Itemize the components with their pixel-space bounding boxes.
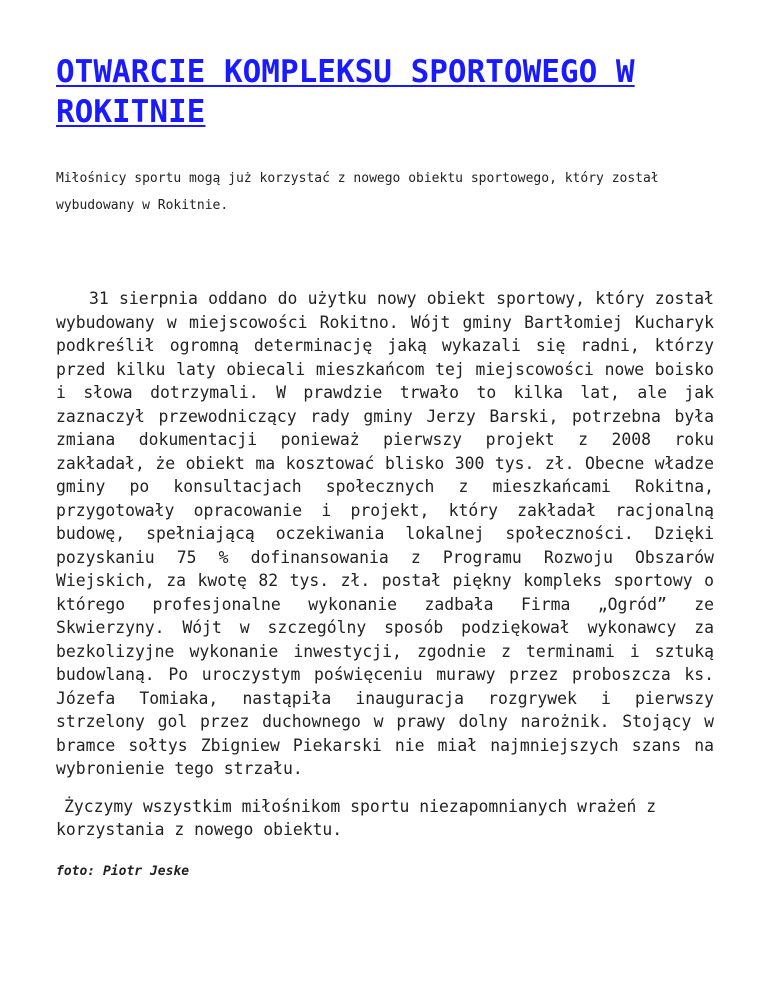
article-title-link[interactable]: OTWARCIE KOMPLEKSU SPORTOWEGO W ROKITNIE bbox=[56, 54, 635, 130]
article-body: 31 sierpnia oddano do użytku nowy obiekt sportowy, który został wybudowany w miejscowości Rokitno. Wójt gminy Bartłomiej Kucharyk podkreślił ogromną determinację jaką wykazali się radni, którzy przed kilku laty obiecali mieszkańcom tej miejscowości nowe boisko i słowa dotrzymali. W prawdzie trwało to kilka lat, ale jak zaznaczył przewodniczący rady gminy Jerzy Barski, potrzebna była zmiana dokumentacji ponieważ pierwszy projekt z 2008 roku zakładał, że obiekt ma kosztować blisko 300 tys. zł. Obecne władze gminy po konsultacjach społecznych z mieszkańcami Rokitna, przygotowały opracowanie i projekt, który zakładał racjonalną budowę, spełniającą oczekiwania lokalnej społeczności. Dzięki pozyskaniu 75 % dofinansowania z Programu Rozwoju Obszarów Wiejskich, za kwotę 82 tys. zł. postał piękny kompleks sportowy o którego profesjonalne wykonanie zadbała Firma „Ogród” ze Skwierzyny. Wójt w szczególny sposób podziękował wykonawcy za bezkolizyjne wykonanie inwestycji, zgodnie z terminami i sztuką budowlaną. Po uroczystym poświęceniu murawy przez proboszcza ks. Józefa Tomiaka, nastąpiła inauguracja rozgrywek i pierwszy strzelony gol przez duchownego w prawy dolny narożnik. Stojący w bramce sołtys Zbigniew Piekarski nie miał najmniejszych szans na wybronienie tego strzału. bbox=[56, 289, 714, 778]
article-title bbox=[56, 52, 714, 132]
article-closing-wish: Życzymy wszystkim miłośnikom sportu niezapomnianych wrażeń z korzystania z nowego obiektu. bbox=[56, 796, 657, 839]
photo-credit: foto: Piotr Jeske bbox=[56, 863, 190, 879]
article bbox=[56, 52, 714, 881]
article-lead: Miłośnicy sportu mogą już korzystać z nowego obiektu sportowego, który został wybudowany w Rokitnie. bbox=[56, 171, 659, 213]
